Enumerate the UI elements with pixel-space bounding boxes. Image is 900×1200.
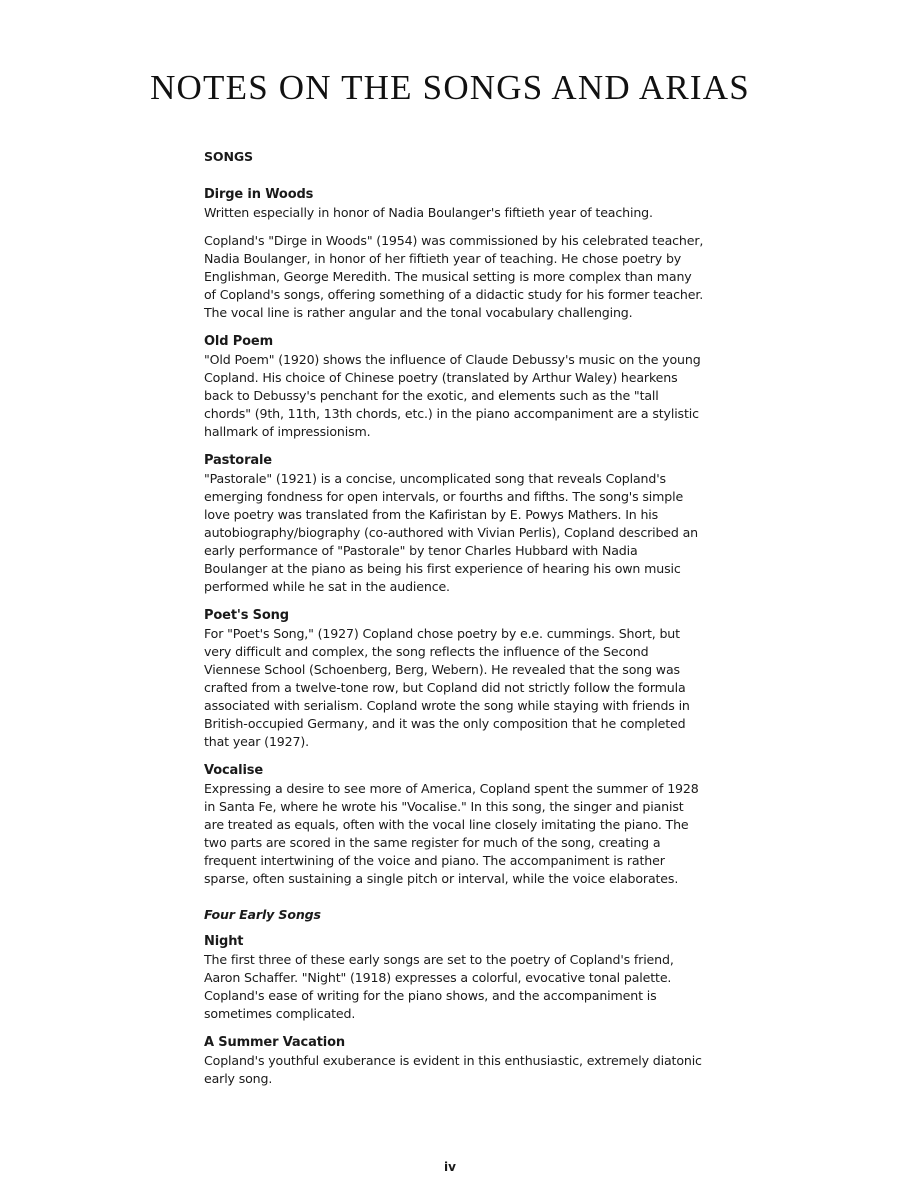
- section-heading-songs: SONGS: [204, 149, 253, 164]
- page-title: NOTES ON THE SONGS AND ARIAS: [150, 68, 750, 107]
- song-entry: [204, 452, 704, 596]
- song-title: A Summer Vacation: [204, 1035, 345, 1050]
- song-description: The first three of these early songs are set to the poetry of Copland's friend, Aaron Schaffer. "Night" (1918) expresses a colorful, evocative tonal palette. Copland's ease of writing for the piano shows, and the accompaniment is sometimes complicated.: [204, 952, 674, 1021]
- song-description: "Pastorale" (1921) is a concise, uncomplicated song that reveals Copland's emerging fondness for open intervals, or fourths and fifths. The song's simple love poetry was translated from the Kafiristan by E. Powys Mathers. In his autobiography/biography (co-authored with Vivian Perlis), Copland described an early performance of "Pastorale" by tenor Charles Hubbard with Nadia Boulanger at the piano as being his first experience of hearing his own music performed while he sat in the audience.: [204, 471, 699, 594]
- song-entry: [204, 762, 704, 888]
- page-number: iv: [444, 1160, 456, 1174]
- songs-entry-list: [204, 186, 704, 888]
- song-entry: [204, 186, 704, 322]
- section-heading-four-early-songs: Four Early Songs: [204, 907, 321, 922]
- notes-content: [204, 148, 704, 1099]
- song-title: Pastorale: [204, 453, 272, 468]
- song-description: Copland's "Dirge in Woods" (1954) was commissioned by his celebrated teacher, Nadia Boulanger, in honor of her fiftieth year of teaching. He chose poetry by Englishman, George Meredith. The musical setting is more complex than many of Copland's songs, offering something of a didactic study for his former teacher. The vocal line is rather angular and the tonal vocabulary challenging.: [204, 233, 704, 320]
- song-title: Vocalise: [204, 763, 264, 778]
- song-entry: [204, 607, 704, 751]
- song-entry: [204, 1034, 704, 1088]
- song-title: Dirge in Woods: [204, 187, 314, 202]
- song-description: "Old Poem" (1920) shows the influence of Claude Debussy's music on the young Copland. His choice of Chinese poetry (translated by Arthur Waley) hearkens back to Debussy's penchant for the exotic, and elements such as the "tall chords" (9th, 11th, 13th chords, etc.) in the piano accompaniment are a stylistic hallmark of impressionism.: [204, 352, 701, 439]
- song-title: Night: [204, 934, 244, 949]
- early-songs-entry-list: [204, 933, 704, 1088]
- song-entry: [204, 933, 704, 1023]
- song-title: Old Poem: [204, 334, 273, 349]
- song-description: Expressing a desire to see more of America, Copland spent the summer of 1928 in Santa Fe, where he wrote his "Vocalise." In this song, the singer and pianist are treated as equals, often with the vocal line closely imitating the piano. The two parts are scored in the same register for much of the song, creating a frequent intertwining of the voice and piano. The accompaniment is rather sparse, often sustaining a single pitch or interval, while the voice elaborates.: [204, 781, 699, 886]
- song-entry: [204, 333, 704, 441]
- song-description: Copland's youthful exuberance is evident in this enthusiastic, extremely diatonic early song.: [204, 1053, 702, 1086]
- song-title: Poet's Song: [204, 608, 289, 623]
- song-description: For "Poet's Song," (1927) Copland chose poetry by e.e. cummings. Short, but very difficult and complex, the song reflects the influence of the Second Viennese School (Schoenberg, Berg, Webern). He revealed that the song was crafted from a twelve-tone row, but Copland did not strictly follow the formula associated with serialism. Copland wrote the song while staying with friends in British-occupied Germany, and it was the only composition that he completed that year (1927).: [204, 626, 690, 749]
- song-description: Written especially in honor of Nadia Boulanger's fiftieth year of teaching.: [204, 205, 653, 220]
